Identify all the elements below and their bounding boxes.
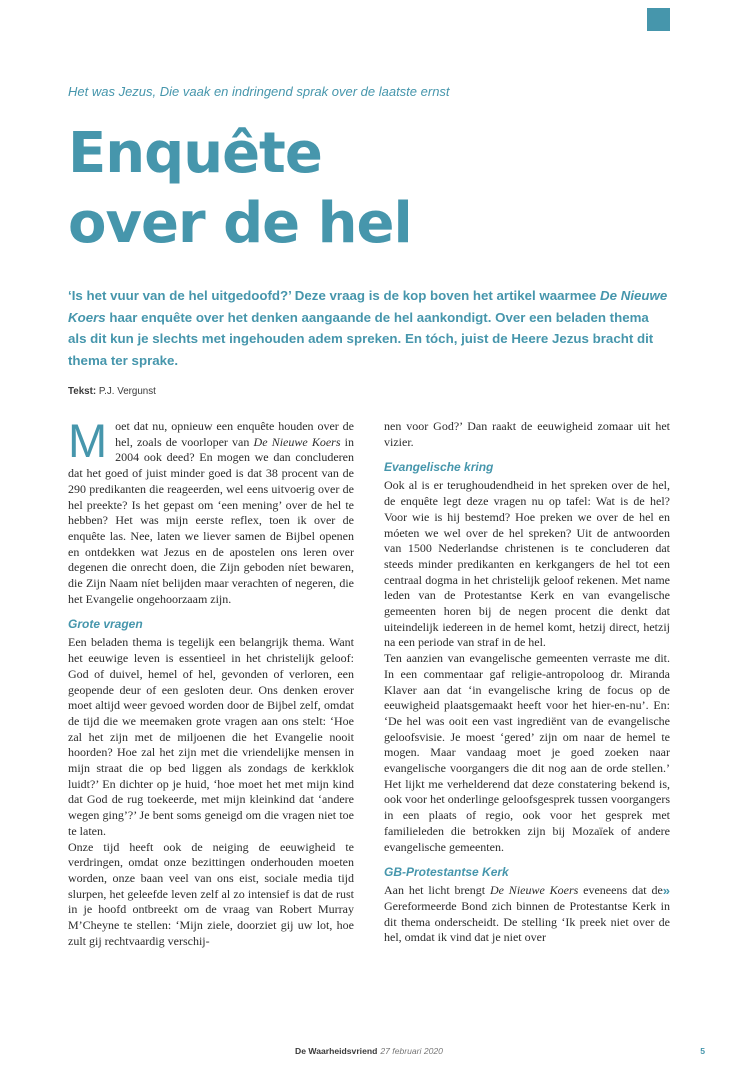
kicker-line: Het was Jezus, Die vaak en indringend sprak over de laatste ernst bbox=[68, 84, 450, 99]
section-heading: Grote vragen bbox=[68, 617, 143, 632]
text-segment: Een beladen thema is tegelijk een belangrijk thema. Want het eeuwige leven is essentieel in het christelijk geloof: God of duivel, hemel of hel, gevonden of verloren, een geopende deur of een gesloten deur. Ons denken erover moet altijd weer gevoed worden door de Bijbel zelf, omdat de tijd die we meemaken grote vragen aan ons stelt: ‘Hoe zal het zijn met de miljoenen die het Evangelie nooit hoorden? Hoe zal het zijn met die vriendelijke mensen in mijn straat die op bed liggen als zondags de kerkklok luidt?’ En dichter op je huid, ‘hoe moet het met mijn kind dat God de rug toekeerde, met mijn kleinkind dat ‘andere wegen ging’?’ Je bent soms geneigd om die vragen niet toe te laten. bbox=[68, 635, 354, 838]
page-number: 5 bbox=[700, 1046, 705, 1056]
footer-center bbox=[0, 1046, 738, 1056]
article-body bbox=[68, 414, 670, 950]
magazine-name-italic: De Nieuwe Koers bbox=[489, 883, 579, 898]
body-paragraph bbox=[384, 883, 670, 946]
body-paragraph bbox=[68, 635, 354, 839]
byline-author: P.J. Vergunst bbox=[98, 386, 156, 397]
body-paragraph bbox=[384, 651, 670, 855]
article-title bbox=[68, 119, 670, 259]
body-paragraph bbox=[384, 419, 670, 450]
magazine-name-italic: De Nieuwe Koers bbox=[68, 288, 668, 325]
intro-text-2: haar enquête over het denken aangaande de hel aankondigt. Over een beladen thema als dit kun je slechts met ingehouden adem spreken. En tóch, juist de Heere Jezus bracht dit thema ter sprake. bbox=[68, 309, 654, 368]
text-segment: eveneens dat de Gereformeerde Bond zich binnen de Protestantse Kerk in dit thema onderscheidt. De stelling ‘Ik preek niet over de hel, omdat ik vind dat je niet over bbox=[384, 883, 670, 945]
section-heading: Evangelische kring bbox=[384, 460, 494, 475]
section-heading: GB-Protestantse Kerk bbox=[384, 865, 509, 880]
text-segment: Ten aanzien van evangelische gemeenten verraste me dit. In een commentaar gaf religie-antropoloog dr. Miranda Klaver aan dat ‘in evangelische kring de focus op de eeuwigheid plaatsgemaakt heeft voor het hier-en-nu’. En: ‘De hel was ooit een vast ingrediënt van de evangelische geloofsvisie. Je moest ‘gered’ zijn om naar de hemel te mogen. Maar vandaag moet je goed zoeken naar evangelische voorgangers die dit nog aan de orde stellen.’ Het lijkt me verhelderend dat deze constatering bekend is, ook voor het onderlinge geloofsgesprek tussen voorgangers in een plaats of regio, ook voor het gesprek met familieleden die betrokken zijn bij Mozaïek of andere evangelische gemeenten. bbox=[384, 651, 670, 854]
title-line-1: Enquête bbox=[68, 121, 322, 186]
byline bbox=[68, 386, 670, 397]
footer-date: 27 februari 2020 bbox=[380, 1046, 443, 1056]
title-line-2: over de hel bbox=[68, 191, 412, 256]
intro-paragraph bbox=[68, 285, 670, 371]
opening-paragraph bbox=[68, 414, 355, 607]
magazine-name-italic: De Nieuwe Koers bbox=[253, 434, 341, 449]
drop-cap: M bbox=[68, 414, 108, 467]
body-paragraph bbox=[68, 840, 354, 950]
page-footer bbox=[0, 1046, 738, 1056]
continuation-arrow: » bbox=[662, 883, 670, 899]
body-paragraph bbox=[384, 478, 670, 651]
page-content bbox=[68, 0, 670, 950]
footer-magazine-name: De Waarheidsvriend bbox=[295, 1046, 378, 1056]
text-segment: Onze tijd heeft ook de neiging de eeuwigheid te verdringen, omdat onze bezittingen onderhouden moeten worden, onze baan veel van ons eist, sociale media tijd slurpen, het geleefde leven zelf al zo intensief is dat de rust in je hoofd ontbreekt om de vraag van Robert Murray M’Cheyne te stellen: ‘Mijn ziele, doorziet gij uw lot, hoe zult gij rechtvaardig verschij- bbox=[68, 839, 354, 948]
intro-text-1: ‘Is het vuur van de hel uitgedoofd?’ Deze vraag is de kop boven het artikel waarmee bbox=[68, 288, 601, 303]
byline-label: Tekst: bbox=[68, 386, 97, 397]
text-segment: in 2004 ook deed? En mogen we dan concluderen dat het goed of juist minder goed is dat 38 procent van de 290 predikanten die reageerden, wel eens uitvoerig over de hel preekte? Is het gepast om ‘een mening’ over de hel te hebben? Het was mijn eerste reflex, toen ik over de enquête las. Nee, laten we liever samen de Bijbel openen en ontdekken wat Jezus en de apostelen ons leren over degenen die onrecht doen, die Zijn geboden níet bewaren, die Zijn Naam níet belijden maar verachten of negeren, die het Evangelie ongehoorzaam zijn. bbox=[68, 434, 355, 606]
text-segment: Aan het licht brengt bbox=[384, 883, 490, 898]
left-column bbox=[68, 414, 355, 950]
text-segment: nen voor God?’ Dan raakt de eeuwigheid zomaar uit het vizier. bbox=[384, 419, 670, 449]
text-segment: Ook al is er terughoudendheid in het spreken over de hel, de enquête legt deze vragen nu op tafel: Wat is de hel? Voor wie is hij bestemd? Hoe preken we over de hel en móeten we wel over de hel spreken? Uit de antwoorden van 1500 Nederlandse christenen is te concluderen dat steeds minder predikanten en kerkgangers de hel tot een centraal dogma in het christelijk geloof rekenen. Met name leden van de Protestantse Kerk en van evangelische gemeenten horen bij de negen procent die denkt dat uiteindelijk iedereen in de hemel komt, hetzij direct, hetzij na een periode van straf in de hel. bbox=[384, 478, 670, 650]
text-segment: oet dat nu, opnieuw een enquête houden over de hel, zoals de voorloper van bbox=[115, 419, 354, 449]
right-column bbox=[384, 419, 670, 950]
